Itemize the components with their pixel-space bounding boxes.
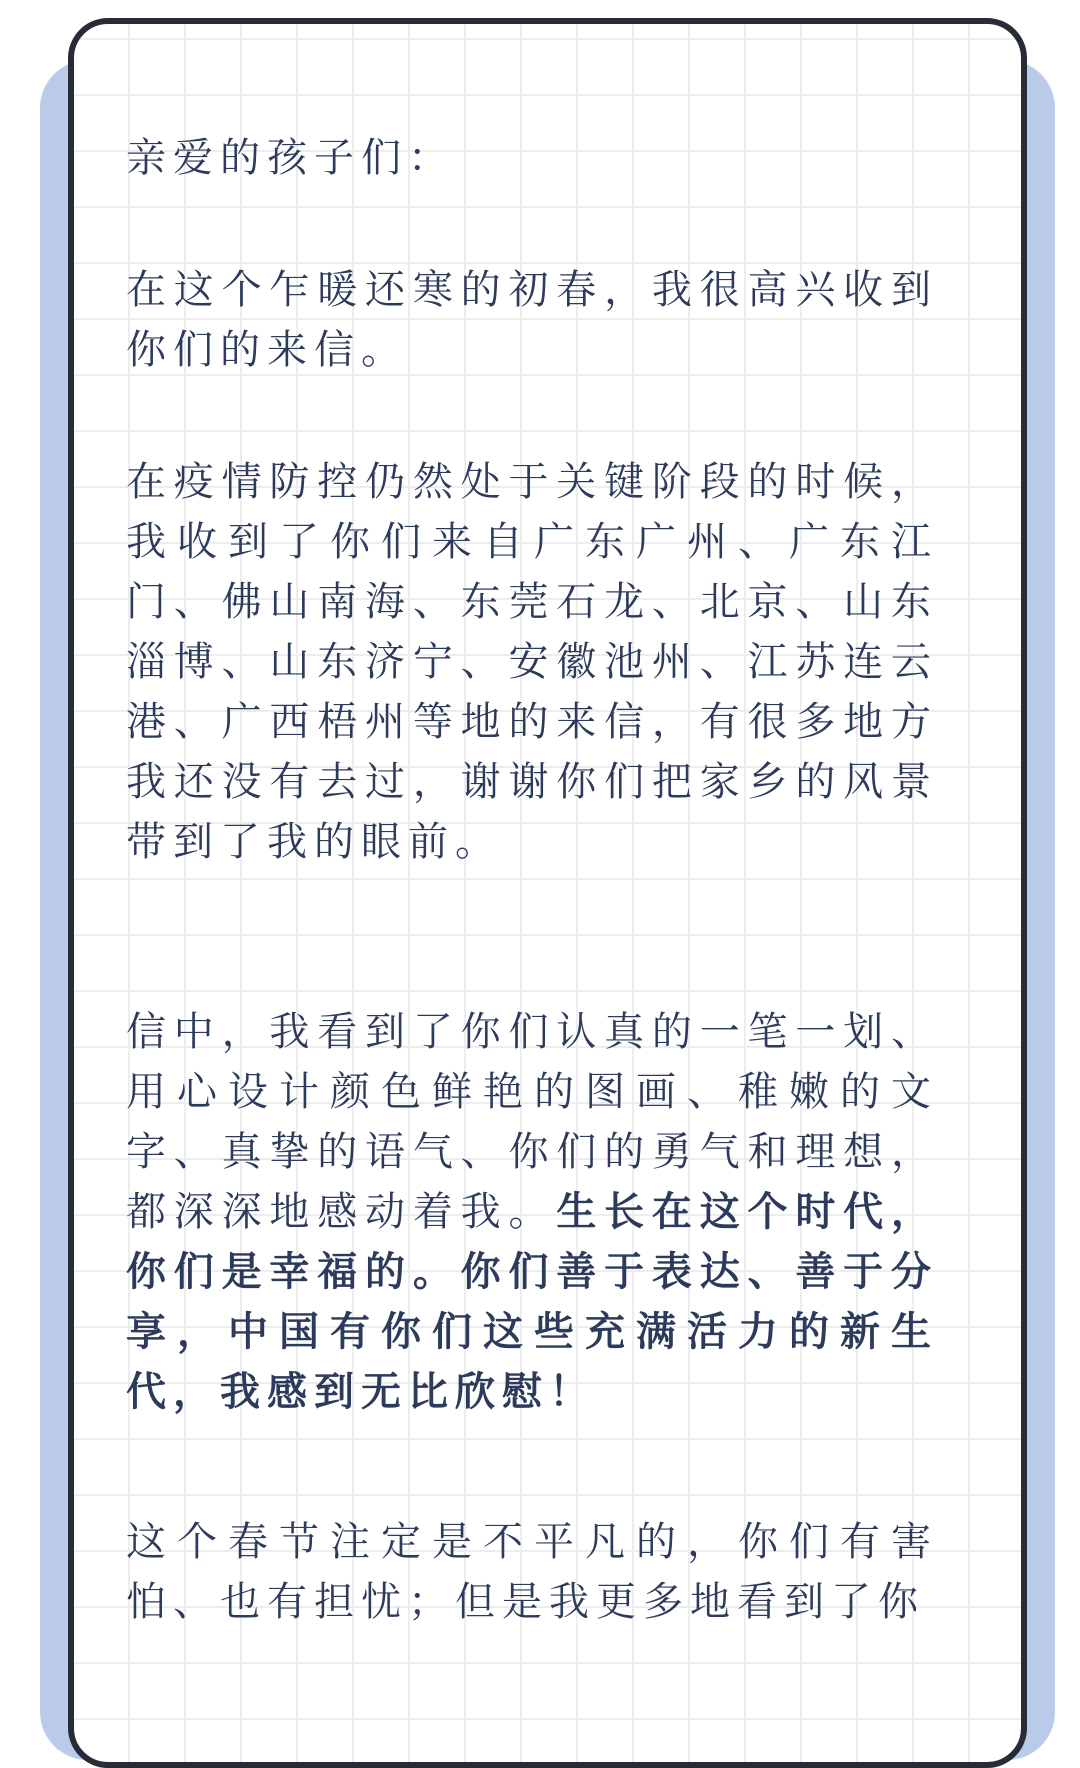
text-segment: 在这个乍暖还寒的初春，我很高兴收到你们的来信。 [126,268,938,372]
text-segment: 在疫情防控仍然处于关键阶段的时候，我收到了你们来自广东广州、广东江门、佛山南海、东莞石龙、北京、山东淄博、山东济宁、安徽池州、江苏连云港、广西梧州等地的来信，有很多地方我还没有去过，谢谢你们把家乡的风景带到了我的眼前。 [126,460,938,864]
paragraph [126,1512,938,1632]
letter-card [68,18,1027,1768]
text-segment: 信中，我看到了你们认真的一笔一划、用心设计颜色鲜艳的图画、稚嫩的文字、真挚的语气、你们的勇气和理想，都深深地感动着我。 [126,1010,938,1234]
paragraph [126,260,938,380]
paragraph [126,1002,938,1422]
paragraph [126,128,938,188]
letter-body [74,24,938,1632]
text-segment: 亲爱的孩子们： [126,136,455,180]
paragraph [126,452,938,872]
text-segment: 这个春节注定是不平凡的，你们有害怕、也有担忧；但是我更多地看到了你 [126,1520,938,1624]
text-segment-bold: 生长在这个时代，你们是幸福的。你们善于表达、善于分享，中国有你们这些充满活力的新生代，我感到无比欣慰！ [126,1190,938,1414]
